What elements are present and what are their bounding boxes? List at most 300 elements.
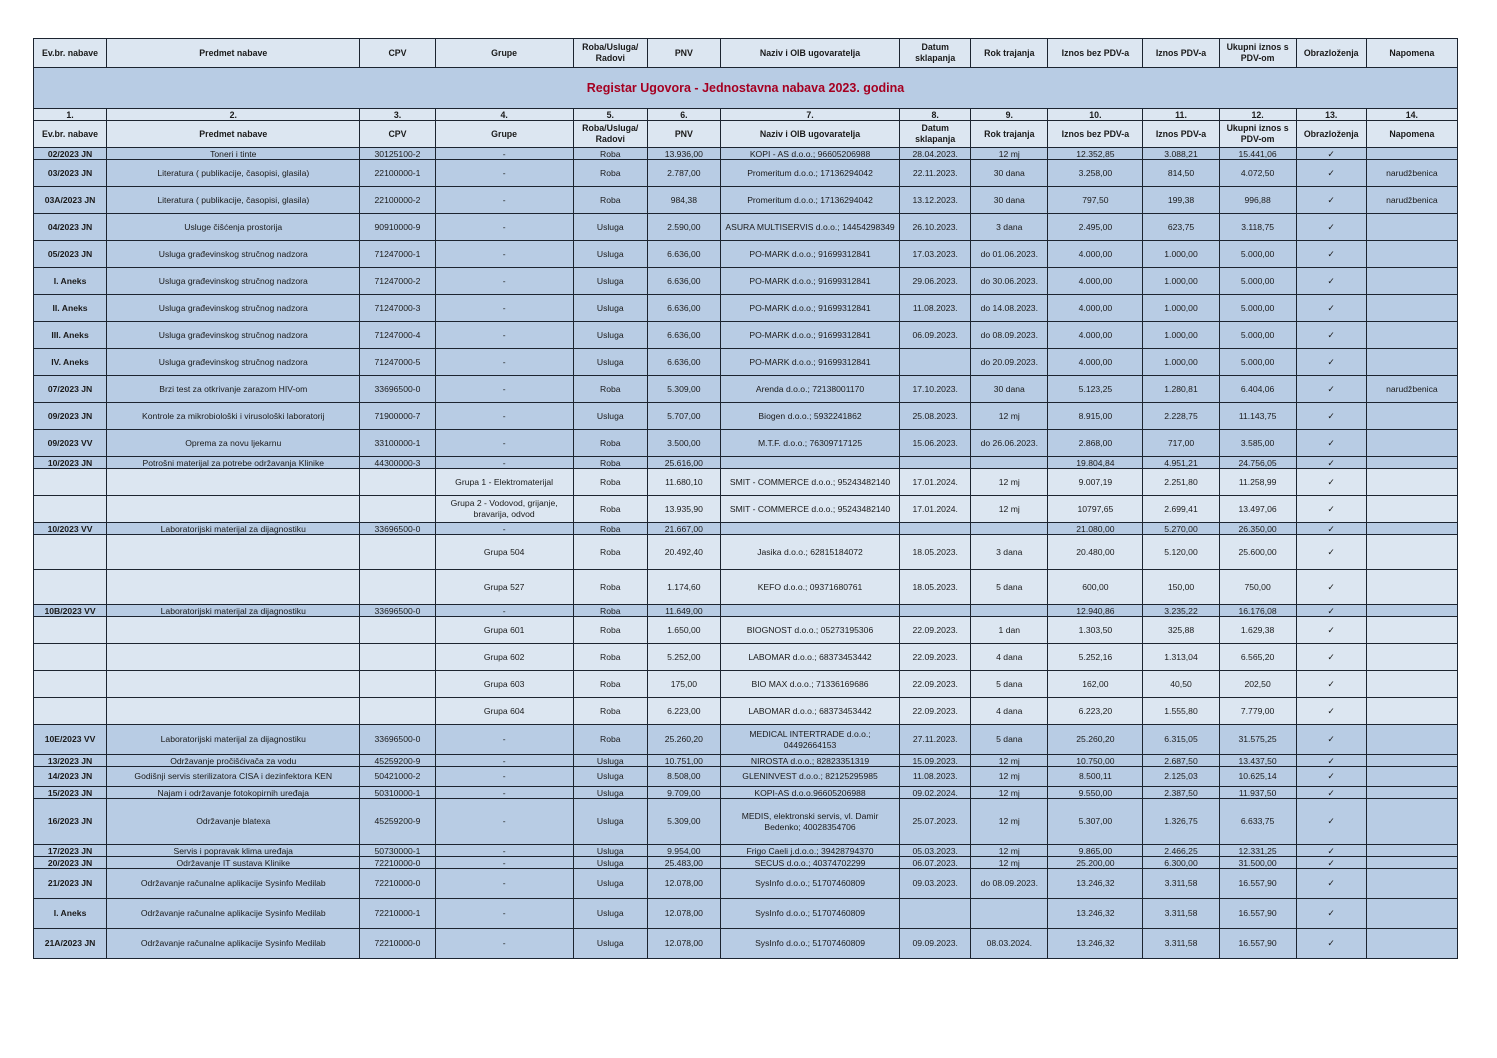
- cell-iznos-pdv: 1.000,00: [1143, 322, 1219, 349]
- cell-ugovaratelj: PO-MARK d.o.o.; 91699312841: [720, 241, 899, 268]
- cell-datum: 15.09.2023.: [900, 755, 971, 767]
- cell-ukupno: 11.143,75: [1219, 403, 1296, 430]
- cell-iznos-pdv: 199,38: [1143, 187, 1219, 214]
- cell-obrazlozenja: [1296, 535, 1366, 570]
- cell-rok: 12 mj: [971, 755, 1048, 767]
- cell-rok: 5 dana: [971, 671, 1048, 698]
- cell-grupe: Grupa 1 - Elektromaterijal: [435, 469, 573, 496]
- cell-grupe: -: [435, 241, 573, 268]
- cell-iznos-bez-pdv: 600,00: [1048, 570, 1143, 605]
- cell-napomena: [1366, 295, 1457, 322]
- cell-predmet: Usluga građevinskog stručnog nadzora: [107, 349, 360, 376]
- cell-ev-br: 10B/2023 VV: [34, 605, 107, 617]
- cell-napomena: [1366, 430, 1457, 457]
- cell-ev-br: [34, 698, 107, 725]
- check-icon: ✓: [1327, 410, 1335, 421]
- cell-iznos-pdv: 3.311,58: [1143, 899, 1219, 929]
- group-row: [34, 496, 1458, 523]
- cell-napomena: [1366, 570, 1457, 605]
- cell-napomena: [1366, 787, 1457, 799]
- cell-iznos-bez-pdv: 4.000,00: [1048, 295, 1143, 322]
- cell-grupe: Grupa 604: [435, 698, 573, 725]
- cell-vrsta: Roba: [573, 617, 647, 644]
- cell-grupe: -: [435, 160, 573, 187]
- cell-grupe: -: [435, 869, 573, 899]
- cell-ugovaratelj: Promeritum d.o.o.; 17136294042: [720, 160, 899, 187]
- cell-predmet: [107, 617, 360, 644]
- cell-iznos-pdv: 3.311,58: [1143, 929, 1219, 959]
- group-row: [34, 698, 1458, 725]
- cell-predmet: Održavanje računalne aplikacije Sysinfo Medilab: [107, 899, 360, 929]
- column-header-vrsta: Roba/Usluga/ Radovi: [573, 39, 647, 68]
- check-icon: ✓: [1327, 605, 1335, 616]
- cell-grupe: Grupa 2 - Vodovod, grijanje, bravarija, odvod: [435, 496, 573, 523]
- check-icon: ✓: [1327, 878, 1335, 888]
- column-header-ukupno: Ukupni iznos s PDV-om: [1219, 121, 1296, 148]
- cell-cpv: [360, 469, 435, 496]
- cell-ev-br: IV. Aneks: [34, 349, 107, 376]
- cell-iznos-pdv: 3.235,22: [1143, 605, 1219, 617]
- cell-napomena: [1366, 929, 1457, 959]
- cell-predmet: Najam i održavanje fotokopirnih uređaja: [107, 787, 360, 799]
- column-number-cpv: 3.: [360, 109, 435, 121]
- cell-ukupno: 3.585,00: [1219, 430, 1296, 457]
- cell-obrazlozenja: [1296, 644, 1366, 671]
- cell-datum: 22.09.2023.: [900, 698, 971, 725]
- contract-row: [34, 430, 1458, 457]
- column-number-pnv: 6.: [647, 109, 720, 121]
- cell-pnv: 11.649,00: [647, 605, 720, 617]
- cell-iznos-bez-pdv: 5.252,16: [1048, 644, 1143, 671]
- contract-row: [34, 376, 1458, 403]
- column-header-napomena: Napomena: [1366, 121, 1457, 148]
- cell-rok: [971, 523, 1048, 535]
- cell-ugovaratelj: [720, 605, 899, 617]
- cell-ugovaratelj: SMIT - COMMERCE d.o.o.; 95243482140: [720, 496, 899, 523]
- cell-ukupno: 31.500,00: [1219, 857, 1296, 869]
- cell-ukupno: 7.779,00: [1219, 698, 1296, 725]
- cell-datum: 13.12.2023.: [900, 187, 971, 214]
- cell-vrsta: Usluga: [573, 767, 647, 787]
- cell-cpv: 90910000-9: [360, 214, 435, 241]
- cell-ev-br: 14/2023 JN: [34, 767, 107, 787]
- cell-datum: 17.03.2023.: [900, 241, 971, 268]
- cell-vrsta: Usluga: [573, 755, 647, 767]
- cell-cpv: [360, 535, 435, 570]
- cell-pnv: 3.500,00: [647, 430, 720, 457]
- cell-napomena: [1366, 725, 1457, 755]
- cell-ev-br: 09/2023 JN: [34, 403, 107, 430]
- cell-obrazlozenja: [1296, 899, 1366, 929]
- cell-iznos-bez-pdv: 20.480,00: [1048, 535, 1143, 570]
- cell-vrsta: Usluga: [573, 787, 647, 799]
- cell-ugovaratelj: NIROSTA d.o.o.; 82823351319: [720, 755, 899, 767]
- cell-datum: 15.06.2023.: [900, 430, 971, 457]
- cell-iznos-pdv: 6.315,05: [1143, 725, 1219, 755]
- cell-iznos-bez-pdv: 797,50: [1048, 187, 1143, 214]
- contract-row: [34, 869, 1458, 899]
- cell-cpv: 50310000-1: [360, 787, 435, 799]
- cell-ev-br: 04/2023 JN: [34, 214, 107, 241]
- cell-ugovaratelj: SysInfo d.o.o.; 51707460809: [720, 899, 899, 929]
- cell-cpv: 45259200-9: [360, 799, 435, 845]
- cell-cpv: [360, 617, 435, 644]
- cell-napomena: [1366, 845, 1457, 857]
- cell-iznos-pdv: 6.300,00: [1143, 857, 1219, 869]
- cell-obrazlozenja: [1296, 857, 1366, 869]
- cell-cpv: 72210000-0: [360, 857, 435, 869]
- cell-napomena: [1366, 241, 1457, 268]
- cell-vrsta: Roba: [573, 570, 647, 605]
- cell-pnv: 25.483,00: [647, 857, 720, 869]
- cell-iznos-bez-pdv: 21.080,00: [1048, 523, 1143, 535]
- cell-iznos-bez-pdv: 13.246,32: [1048, 929, 1143, 959]
- cell-iznos-bez-pdv: 10.750,00: [1048, 755, 1143, 767]
- cell-napomena: [1366, 214, 1457, 241]
- cell-napomena: [1366, 469, 1457, 496]
- cell-napomena: [1366, 755, 1457, 767]
- cell-vrsta: Roba: [573, 148, 647, 160]
- cell-datum: 05.03.2023.: [900, 845, 971, 857]
- cell-iznos-pdv: 1.280,81: [1143, 376, 1219, 403]
- cell-napomena: [1366, 148, 1457, 160]
- column-header-iznos-bez-pdv: Iznos bez PDV-a: [1048, 39, 1143, 68]
- cell-pnv: 13.936,00: [647, 148, 720, 160]
- cell-ev-br: [34, 617, 107, 644]
- cell-rok: 5 dana: [971, 570, 1048, 605]
- cell-rok: 12 mj: [971, 845, 1048, 857]
- contract-register-page: [33, 38, 1458, 959]
- cell-ukupno: 13.497,06: [1219, 496, 1296, 523]
- cell-napomena: narudžbenica: [1366, 187, 1457, 214]
- cell-pnv: 6.636,00: [647, 349, 720, 376]
- cell-ugovaratelj: PO-MARK d.o.o.; 91699312841: [720, 322, 899, 349]
- cell-ugovaratelj: Promeritum d.o.o.; 17136294042: [720, 187, 899, 214]
- cell-rok: do 20.09.2023.: [971, 349, 1048, 376]
- cell-ukupno: 750,00: [1219, 570, 1296, 605]
- cell-iznos-bez-pdv: 6.223,20: [1048, 698, 1143, 725]
- cell-vrsta: Usluga: [573, 349, 647, 376]
- check-icon: ✓: [1327, 194, 1335, 205]
- cell-ukupno: 16.176,08: [1219, 605, 1296, 617]
- cell-ukupno: 1.629,38: [1219, 617, 1296, 644]
- contract-row: [34, 349, 1458, 376]
- cell-vrsta: Roba: [573, 523, 647, 535]
- cell-vrsta: Usluga: [573, 929, 647, 959]
- check-icon: ✓: [1327, 624, 1335, 635]
- check-icon: ✓: [1327, 476, 1335, 487]
- cell-pnv: 6.223,00: [647, 698, 720, 725]
- title-row: [34, 68, 1458, 109]
- cell-predmet: Usluga građevinskog stručnog nadzora: [107, 295, 360, 322]
- cell-ukupno: 15.441,06: [1219, 148, 1296, 160]
- contract-row: [34, 605, 1458, 617]
- cell-iznos-pdv: 717,00: [1143, 430, 1219, 457]
- cell-predmet: Oprema za novu ljekarnu: [107, 430, 360, 457]
- cell-ev-br: I. Aneks: [34, 899, 107, 929]
- group-row: [34, 617, 1458, 644]
- cell-ugovaratelj: SysInfo d.o.o.; 51707460809: [720, 929, 899, 959]
- cell-napomena: [1366, 605, 1457, 617]
- cell-cpv: 33696500-0: [360, 725, 435, 755]
- cell-obrazlozenja: [1296, 469, 1366, 496]
- column-header-datum: Datum sklapanja: [900, 39, 971, 68]
- cell-ev-br: 07/2023 JN: [34, 376, 107, 403]
- cell-napomena: [1366, 617, 1457, 644]
- cell-grupe: -: [435, 403, 573, 430]
- cell-rok: 12 mj: [971, 403, 1048, 430]
- check-icon: ✓: [1327, 437, 1335, 448]
- cell-pnv: 13.935,90: [647, 496, 720, 523]
- cell-datum: 11.08.2023.: [900, 295, 971, 322]
- cell-iznos-bez-pdv: 9.550,00: [1048, 787, 1143, 799]
- cell-cpv: 22100000-2: [360, 187, 435, 214]
- check-icon: ✓: [1327, 546, 1335, 557]
- cell-vrsta: Roba: [573, 535, 647, 570]
- cell-grupe: -: [435, 605, 573, 617]
- cell-predmet: Servis i popravak klima uređaja: [107, 845, 360, 857]
- cell-datum: [900, 523, 971, 535]
- cell-ev-br: 15/2023 JN: [34, 787, 107, 799]
- cell-ev-br: [34, 644, 107, 671]
- column-number-ev-br: 1.: [34, 109, 107, 121]
- cell-grupe: -: [435, 268, 573, 295]
- cell-iznos-bez-pdv: 12.352,85: [1048, 148, 1143, 160]
- cell-vrsta: Roba: [573, 496, 647, 523]
- cell-rok: [971, 457, 1048, 469]
- cell-predmet: [107, 469, 360, 496]
- cell-iznos-pdv: 150,00: [1143, 570, 1219, 605]
- cell-grupe: -: [435, 799, 573, 845]
- cell-datum: 18.05.2023.: [900, 570, 971, 605]
- cell-pnv: 2.787,00: [647, 160, 720, 187]
- cell-ukupno: 5.000,00: [1219, 349, 1296, 376]
- contract-row: [34, 845, 1458, 857]
- check-icon: ✓: [1327, 148, 1335, 159]
- check-icon: ✓: [1327, 523, 1335, 534]
- cell-ev-br: 10E/2023 VV: [34, 725, 107, 755]
- cell-rok: 5 dana: [971, 725, 1048, 755]
- cell-iznos-bez-pdv: 4.000,00: [1048, 349, 1143, 376]
- cell-ukupno: 5.000,00: [1219, 295, 1296, 322]
- header-row: [34, 121, 1458, 148]
- cell-pnv: 5.309,00: [647, 376, 720, 403]
- cell-napomena: [1366, 671, 1457, 698]
- column-number-iznos-bez-pdv: 10.: [1048, 109, 1143, 121]
- column-header-iznos-pdv: Iznos PDV-a: [1143, 39, 1219, 68]
- cell-vrsta: Roba: [573, 376, 647, 403]
- cell-cpv: 72210000-0: [360, 929, 435, 959]
- cell-iznos-bez-pdv: 4.000,00: [1048, 322, 1143, 349]
- cell-vrsta: Usluga: [573, 295, 647, 322]
- cell-grupe: -: [435, 322, 573, 349]
- cell-cpv: 33696500-0: [360, 523, 435, 535]
- cell-ugovaratelj: Frigo Caeli j.d.o.o.; 39428794370: [720, 845, 899, 857]
- cell-ukupno: 10.625,14: [1219, 767, 1296, 787]
- cell-grupe: -: [435, 523, 573, 535]
- cell-rok: 1 dan: [971, 617, 1048, 644]
- cell-cpv: 45259200-9: [360, 755, 435, 767]
- cell-iznos-bez-pdv: 8.915,00: [1048, 403, 1143, 430]
- cell-cpv: 33696500-0: [360, 605, 435, 617]
- cell-ugovaratelj: PO-MARK d.o.o.; 91699312841: [720, 349, 899, 376]
- cell-ugovaratelj: Biogen d.o.o.; 5932241862: [720, 403, 899, 430]
- cell-vrsta: Usluga: [573, 322, 647, 349]
- cell-iznos-pdv: 1.000,00: [1143, 241, 1219, 268]
- cell-iznos-pdv: 3.088,21: [1143, 148, 1219, 160]
- cell-ev-br: 09/2023 VV: [34, 430, 107, 457]
- document-title: Registar Ugovora - Jednostavna nabava 2023. godina: [34, 68, 1458, 109]
- cell-obrazlozenja: [1296, 787, 1366, 799]
- cell-ukupno: 25.600,00: [1219, 535, 1296, 570]
- cell-ukupno: 5.000,00: [1219, 322, 1296, 349]
- cell-rok: 4 dana: [971, 698, 1048, 725]
- cell-obrazlozenja: [1296, 767, 1366, 787]
- cell-predmet: Održavanje blatexa: [107, 799, 360, 845]
- contract-row: [34, 148, 1458, 160]
- check-icon: ✓: [1327, 651, 1335, 662]
- cell-iznos-pdv: 5.120,00: [1143, 535, 1219, 570]
- cell-predmet: Laboratorijski materijal za dijagnostiku: [107, 605, 360, 617]
- cell-ev-br: 21A/2023 JN: [34, 929, 107, 959]
- check-icon: ✓: [1327, 755, 1335, 766]
- cell-obrazlozenja: [1296, 929, 1366, 959]
- cell-ugovaratelj: LABOMAR d.o.o.; 68373453442: [720, 644, 899, 671]
- contract-row: [34, 457, 1458, 469]
- group-row: [34, 570, 1458, 605]
- cell-ukupno: 16.557,90: [1219, 869, 1296, 899]
- cell-pnv: 1.174,60: [647, 570, 720, 605]
- cell-iznos-bez-pdv: 2.868,00: [1048, 430, 1143, 457]
- cell-obrazlozenja: [1296, 671, 1366, 698]
- cell-pnv: 25.260,20: [647, 725, 720, 755]
- cell-iznos-pdv: 2.125,03: [1143, 767, 1219, 787]
- cell-datum: [900, 899, 971, 929]
- cell-vrsta: Roba: [573, 725, 647, 755]
- cell-obrazlozenja: [1296, 725, 1366, 755]
- cell-ev-br: [34, 496, 107, 523]
- cell-pnv: 20.492,40: [647, 535, 720, 570]
- cell-obrazlozenja: [1296, 187, 1366, 214]
- cell-iznos-bez-pdv: 4.000,00: [1048, 268, 1143, 295]
- column-number-ugovaratelj: 7.: [720, 109, 899, 121]
- cell-vrsta: Usluga: [573, 869, 647, 899]
- cell-rok: 12 mj: [971, 767, 1048, 787]
- cell-predmet: Literatura ( publikacije, časopisi, glasila): [107, 187, 360, 214]
- cell-grupe: -: [435, 725, 573, 755]
- cell-ukupno: 31.575,25: [1219, 725, 1296, 755]
- contract-row: [34, 799, 1458, 845]
- cell-napomena: [1366, 899, 1457, 929]
- cell-ugovaratelj: GLENINVEST d.o.o.; 82125295985: [720, 767, 899, 787]
- cell-grupe: -: [435, 929, 573, 959]
- cell-predmet: Brzi test za otkrivanje zarazom HIV-om: [107, 376, 360, 403]
- contract-row: [34, 214, 1458, 241]
- check-icon: ✓: [1327, 503, 1335, 514]
- cell-napomena: [1366, 496, 1457, 523]
- cell-ev-br: 13/2023 JN: [34, 755, 107, 767]
- cell-iznos-bez-pdv: 5.123,25: [1048, 376, 1143, 403]
- cell-ev-br: II. Aneks: [34, 295, 107, 322]
- cell-iznos-pdv: 4.951,21: [1143, 457, 1219, 469]
- cell-predmet: [107, 496, 360, 523]
- cell-obrazlozenja: [1296, 496, 1366, 523]
- cell-iznos-pdv: 1.555,80: [1143, 698, 1219, 725]
- cell-grupe: Grupa 504: [435, 535, 573, 570]
- cell-iznos-pdv: 1.000,00: [1143, 349, 1219, 376]
- cell-predmet: Usluga građevinskog stručnog nadzora: [107, 241, 360, 268]
- cell-rok: 08.03.2024.: [971, 929, 1048, 959]
- cell-pnv: 1.650,00: [647, 617, 720, 644]
- cell-obrazlozenja: [1296, 869, 1366, 899]
- cell-grupe: -: [435, 214, 573, 241]
- cell-grupe: -: [435, 767, 573, 787]
- column-number-grupe: 4.: [435, 109, 573, 121]
- cell-ugovaratelj: SMIT - COMMERCE d.o.o.; 95243482140: [720, 469, 899, 496]
- cell-rok: do 26.06.2023.: [971, 430, 1048, 457]
- cell-obrazlozenja: [1296, 570, 1366, 605]
- cell-datum: 22.09.2023.: [900, 644, 971, 671]
- cell-napomena: narudžbenica: [1366, 160, 1457, 187]
- cell-napomena: [1366, 523, 1457, 535]
- cell-rok: do 01.06.2023.: [971, 241, 1048, 268]
- cell-rok: [971, 899, 1048, 929]
- check-icon: ✓: [1327, 771, 1335, 781]
- cell-vrsta: Roba: [573, 160, 647, 187]
- cell-ugovaratelj: SECUS d.o.o.; 40374702299: [720, 857, 899, 869]
- cell-obrazlozenja: [1296, 376, 1366, 403]
- cell-iznos-bez-pdv: 9.865,00: [1048, 845, 1143, 857]
- check-icon: ✓: [1327, 581, 1335, 592]
- column-header-rok: Rok trajanja: [971, 121, 1048, 148]
- check-icon: ✓: [1327, 787, 1335, 798]
- cell-iznos-pdv: 2.687,50: [1143, 755, 1219, 767]
- column-header-obrazlozenja: Obrazloženja: [1296, 39, 1366, 68]
- column-header-iznos-bez-pdv: Iznos bez PDV-a: [1048, 121, 1143, 148]
- cell-ukupno: 4.072,50: [1219, 160, 1296, 187]
- cell-cpv: 71900000-7: [360, 403, 435, 430]
- cell-obrazlozenja: [1296, 617, 1366, 644]
- cell-iznos-bez-pdv: 25.200,00: [1048, 857, 1143, 869]
- cell-rok: 30 dana: [971, 187, 1048, 214]
- cell-rok: 12 mj: [971, 148, 1048, 160]
- cell-iznos-pdv: 2.466,25: [1143, 845, 1219, 857]
- contract-row: [34, 295, 1458, 322]
- contract-register-table: [33, 38, 1458, 959]
- cell-datum: 28.04.2023.: [900, 148, 971, 160]
- contract-row: [34, 767, 1458, 787]
- cell-obrazlozenja: [1296, 160, 1366, 187]
- cell-datum: 11.08.2023.: [900, 767, 971, 787]
- cell-predmet: [107, 570, 360, 605]
- cell-pnv: 984,38: [647, 187, 720, 214]
- group-row: [34, 535, 1458, 570]
- check-icon: ✓: [1327, 356, 1335, 367]
- column-number-napomena: 14.: [1366, 109, 1457, 121]
- cell-grupe: Grupa 601: [435, 617, 573, 644]
- cell-ugovaratelj: M.T.F. d.o.o.; 76309717125: [720, 430, 899, 457]
- contract-row: [34, 755, 1458, 767]
- cell-ukupno: 6.404,06: [1219, 376, 1296, 403]
- cell-ugovaratelj: ASURA MULTISERVIS d.o.o.; 14454298349: [720, 214, 899, 241]
- cell-pnv: 6.636,00: [647, 322, 720, 349]
- cell-ev-br: 10/2023 VV: [34, 523, 107, 535]
- cell-cpv: 22100000-1: [360, 160, 435, 187]
- column-header-obrazlozenja: Obrazloženja: [1296, 121, 1366, 148]
- cell-vrsta: Usluga: [573, 799, 647, 845]
- cell-rok: 4 dana: [971, 644, 1048, 671]
- cell-iznos-bez-pdv: 1.303,50: [1048, 617, 1143, 644]
